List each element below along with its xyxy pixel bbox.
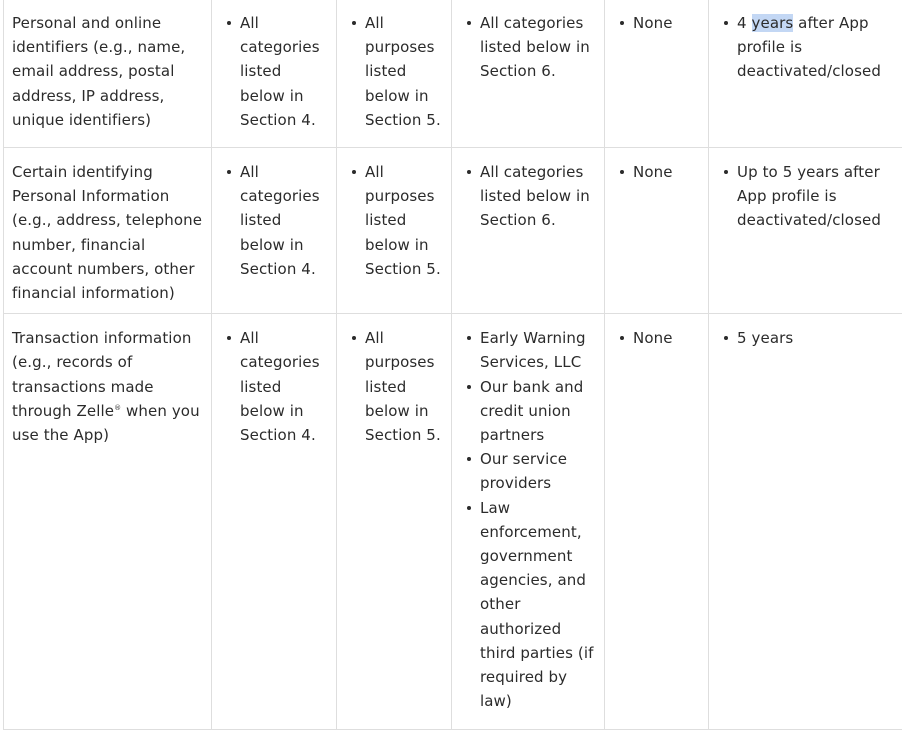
disclosed-to-cell [452, 0, 605, 148]
retention-text-after: after App profile is deactivated/closed [737, 14, 881, 81]
registered-mark: ® [114, 403, 122, 412]
purposes-cell [337, 148, 452, 314]
list-item: Our bank and credit union partners [480, 375, 596, 448]
category-cell [4, 0, 212, 148]
sold-shared-cell [605, 0, 709, 148]
list-item: All categories listed below in Section 6. [480, 160, 596, 233]
purposes-cell [337, 314, 452, 730]
list-item: None [633, 11, 700, 35]
list-item: None [633, 326, 700, 350]
list-item: All purposes listed below in Section 5. [365, 326, 443, 447]
retention-text-before: 4 [737, 14, 752, 32]
list-item: Law enforcement, government agencies, and other authorized third parties (if required by law) [480, 496, 596, 714]
sources-cell [212, 314, 337, 730]
sold-shared-cell [605, 148, 709, 314]
list-item: Early Warning Services, LLC [480, 326, 596, 374]
disclosed-to-cell [452, 148, 605, 314]
category-text: Certain identifying Personal Information (e.g., address, telephone number, financial account numbers, other financial information) [12, 163, 203, 303]
sources-cell [212, 148, 337, 314]
purposes-cell [337, 0, 452, 148]
list-item: Our service providers [480, 447, 596, 495]
sources-cell [212, 0, 337, 148]
list-item: All categories listed below in Section 4. [240, 160, 328, 281]
table-row [4, 148, 902, 314]
list-item: All categories listed below in Section 4. [240, 11, 328, 132]
table-row [4, 0, 902, 148]
category-text-after: when you use the App) [12, 401, 200, 445]
category-text-before: Transaction information (e.g., records of transactions made through Zelle [12, 329, 192, 420]
list-item: All purposes listed below in Section 5. [365, 11, 443, 132]
list-item [737, 11, 900, 84]
sold-shared-cell [605, 314, 709, 730]
privacy-disclosure-table [3, 0, 902, 730]
retention-cell [709, 0, 902, 148]
disclosed-to-cell [452, 314, 605, 730]
selected-text-highlight[interactable]: years [751, 14, 794, 32]
table-row [4, 314, 902, 730]
list-item: 5 years [737, 326, 900, 350]
category-cell [4, 148, 212, 314]
category-text: Personal and online identifiers (e.g., name, email address, postal address, IP address, unique identifiers) [12, 14, 186, 129]
list-item: All categories listed below in Section 6. [480, 11, 596, 84]
retention-cell [709, 314, 902, 730]
retention-cell [709, 148, 902, 314]
list-item: All purposes listed below in Section 5. [365, 160, 443, 281]
list-item: None [633, 160, 700, 184]
list-item: Up to 5 years after App profile is deactivated/closed [737, 160, 900, 233]
category-cell [4, 314, 212, 730]
list-item: All categories listed below in Section 4. [240, 326, 328, 447]
